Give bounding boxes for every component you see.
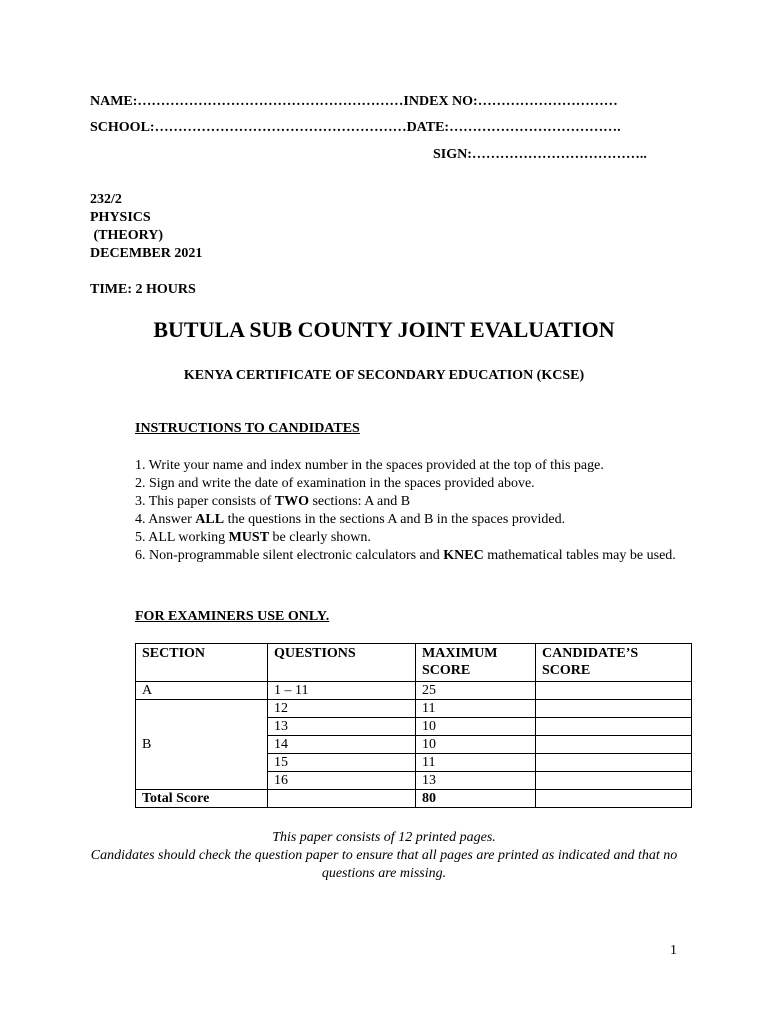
instruction-5: 5. ALL working MUST be clearly shown. xyxy=(135,530,371,545)
max-score-cell: 10 xyxy=(416,718,536,736)
questions-cell: 15 xyxy=(268,754,416,772)
paper-part: (THEORY) xyxy=(90,228,164,243)
table-row xyxy=(136,682,692,700)
questions-cell: 14 xyxy=(268,736,416,754)
name-index-line: NAME:…………………………………………………INDEX NO:………………………… xyxy=(90,94,618,109)
section-cell: B xyxy=(136,700,268,790)
page-number: 1 xyxy=(670,943,677,958)
paper-date: DECEMBER 2021 xyxy=(90,246,203,261)
instructions-heading: INSTRUCTIONS TO CANDIDATES xyxy=(135,421,360,436)
questions-cell: 1 – 11 xyxy=(268,682,416,700)
exam-subtitle: KENYA CERTIFICATE OF SECONDARY EDUCATION (KCSE) xyxy=(183,368,585,383)
section-cell: A xyxy=(136,682,268,700)
school-date-line: SCHOOL:………………………………………………DATE:………………………………. xyxy=(90,120,621,135)
col-questions: QUESTIONS xyxy=(268,644,416,682)
total-candidate-score[interactable] xyxy=(536,790,692,808)
footer-check-note: Candidates should check the question paper to ensure that all pages are printed as indicated and that no questions are missing. xyxy=(90,848,678,881)
candidate-score-cell[interactable] xyxy=(536,736,692,754)
candidate-score-cell[interactable] xyxy=(536,700,692,718)
paper-subject: PHYSICS xyxy=(90,210,151,225)
total-label: Total Score xyxy=(136,790,268,808)
footer-pages-note: This paper consists of 12 printed pages. xyxy=(272,830,496,845)
candidate-score-cell[interactable] xyxy=(536,772,692,790)
paper-time: TIME: 2 HOURS xyxy=(90,282,196,297)
instruction-6: 6. Non-programmable silent electronic calculators and KNEC mathematical tables may be used. xyxy=(135,548,676,563)
max-score-cell: 10 xyxy=(416,736,536,754)
paper-code: 232/2 xyxy=(90,192,122,207)
instruction-2: 2. Sign and write the date of examination in the spaces provided above. xyxy=(135,476,535,491)
max-score-cell: 13 xyxy=(416,772,536,790)
questions-cell: 16 xyxy=(268,772,416,790)
candidate-score-cell[interactable] xyxy=(536,682,692,700)
col-section: SECTION xyxy=(136,644,268,682)
col-candidate-score: CANDIDATE’S SCORE xyxy=(536,644,692,682)
instruction-4: 4. Answer ALL the questions in the sections A and B in the spaces provided. xyxy=(135,512,566,527)
exam-title: BUTULA SUB COUNTY JOINT EVALUATION xyxy=(153,317,615,342)
col-maximum-score: MAXIMUM SCORE xyxy=(416,644,536,682)
candidate-score-cell[interactable] xyxy=(536,754,692,772)
instruction-3: 3. This paper consists of TWO sections: A and B xyxy=(135,494,411,509)
total-questions-cell xyxy=(268,790,416,808)
score-table-header xyxy=(136,644,692,682)
examiners-heading: FOR EXAMINERS USE ONLY. xyxy=(135,609,330,624)
max-score-cell: 25 xyxy=(416,682,536,700)
instruction-1: 1. Write your name and index number in the spaces provided at the top of this page. xyxy=(135,458,604,473)
instructions-list xyxy=(135,457,680,565)
candidate-score-cell[interactable] xyxy=(536,718,692,736)
questions-cell: 12 xyxy=(268,700,416,718)
max-score-cell: 11 xyxy=(416,700,536,718)
sign-line: SIGN:……………………………….. xyxy=(433,147,647,162)
score-table xyxy=(135,643,692,808)
total-row xyxy=(136,790,692,808)
questions-cell: 13 xyxy=(268,718,416,736)
table-row xyxy=(136,700,692,718)
total-max-score: 80 xyxy=(416,790,536,808)
max-score-cell: 11 xyxy=(416,754,536,772)
